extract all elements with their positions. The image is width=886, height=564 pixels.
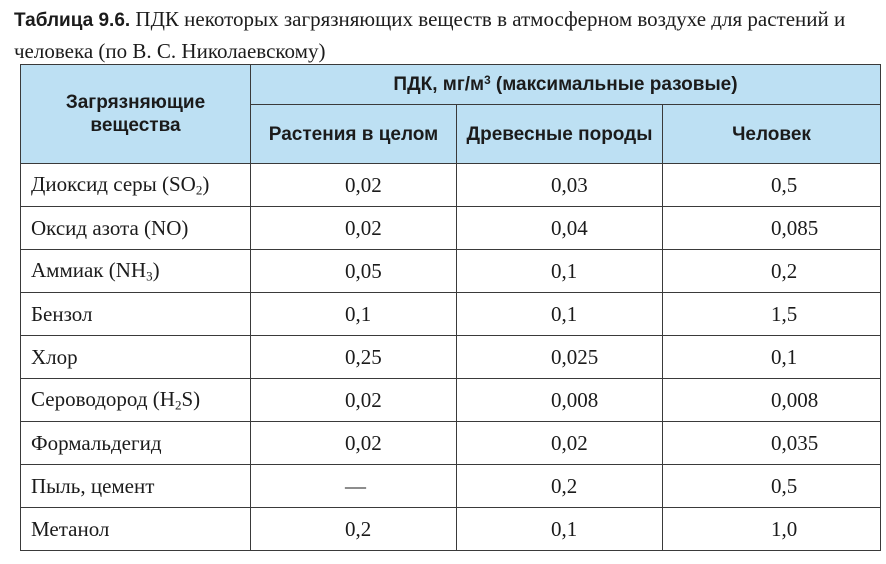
caption-text: ПДК некоторых загрязняющих веществ в атмосферном воздухе для растений и человека (по В. С. Николаевскому) (14, 7, 846, 63)
pdk-human-cell: 1,0 (663, 508, 881, 551)
pdk-human-cell: 0,1 (663, 336, 881, 379)
caption-label: Таблица 9.6. (14, 10, 131, 31)
pdk-human-cell: 0,035 (663, 422, 881, 465)
pollutant-name-text: Метанол (31, 516, 110, 541)
table-row (21, 207, 881, 250)
pollutant-name-suffix: ) (152, 257, 160, 282)
table-row (21, 336, 881, 379)
formula-subscript: 2 (195, 182, 203, 198)
pollutant-name (21, 207, 251, 250)
pollutant-name (21, 293, 251, 336)
table-caption (14, 4, 880, 67)
pollutant-name (21, 379, 251, 422)
table-row (21, 465, 881, 508)
pdk-table (20, 64, 881, 551)
header-pdk-prefix: ПДК, мг/м (393, 74, 485, 95)
pdk-human-cell: 0,2 (663, 250, 881, 293)
pollutant-name (21, 336, 251, 379)
pdk-plants-cell: 0,02 (251, 207, 457, 250)
pdk-trees-cell: 0,1 (457, 250, 663, 293)
pdk-trees-cell: 0,04 (457, 207, 663, 250)
pollutant-name-text: Хлор (31, 344, 78, 369)
header-pollutants: Загрязняющие вещества (21, 65, 251, 164)
header-pdk-suffix: (максимальные разовые) (490, 74, 738, 95)
pollutant-name-text: Диоксид серы (SO (31, 171, 196, 196)
pdk-plants-cell: 0,2 (251, 508, 457, 551)
pdk-human-cell: 0,5 (663, 164, 881, 207)
pollutant-name (21, 465, 251, 508)
table-row (21, 293, 881, 336)
table-row (21, 250, 881, 293)
header-pdk-group (251, 65, 881, 105)
pollutant-name-suffix: S) (181, 386, 201, 411)
pollutant-name-suffix: ) (202, 171, 210, 196)
pdk-trees-cell: 0,03 (457, 164, 663, 207)
pollutant-name (21, 250, 251, 293)
header-human: Человек (663, 105, 881, 164)
pdk-human-cell: 0,008 (663, 379, 881, 422)
pollutant-name-text: Аммиак (NH (31, 257, 147, 282)
table-body (21, 164, 881, 551)
pdk-plants-cell: 0,02 (251, 379, 457, 422)
pdk-plants-cell: 0,02 (251, 164, 457, 207)
pdk-plants-cell: 0,05 (251, 250, 457, 293)
pollutant-name-text: Бензол (31, 301, 93, 326)
pollutant-name (21, 164, 251, 207)
pdk-plants-cell: — (251, 465, 457, 508)
pollutant-name (21, 508, 251, 551)
table-row (21, 164, 881, 207)
header-pdk-sup: 3 (484, 74, 491, 88)
pollutant-name-text: Пыль, цемент (31, 473, 155, 498)
pollutant-name-text: Формальдегид (31, 430, 162, 455)
formula-subscript: 3 (146, 268, 153, 284)
pdk-human-cell: 0,5 (663, 465, 881, 508)
pdk-plants-cell: 0,02 (251, 422, 457, 465)
pdk-plants-cell: 0,1 (251, 293, 457, 336)
header-plants: Растения в целом (251, 105, 457, 164)
table-row (21, 379, 881, 422)
pollutant-name (21, 422, 251, 465)
pdk-trees-cell: 0,1 (457, 508, 663, 551)
formula-subscript: 2 (174, 397, 182, 413)
pollutant-name-text: Сероводород (H (31, 386, 175, 411)
header-trees: Древесные породы (457, 105, 663, 164)
pdk-human-cell: 1,5 (663, 293, 881, 336)
pdk-human-cell: 0,085 (663, 207, 881, 250)
table-header (21, 65, 881, 164)
pdk-trees-cell: 0,1 (457, 293, 663, 336)
pdk-trees-cell: 0,02 (457, 422, 663, 465)
pdk-plants-cell: 0,25 (251, 336, 457, 379)
pdk-trees-cell: 0,2 (457, 465, 663, 508)
pdk-trees-cell: 0,025 (457, 336, 663, 379)
table-row (21, 422, 881, 465)
table-row (21, 508, 881, 551)
pdk-trees-cell: 0,008 (457, 379, 663, 422)
pollutant-name-text: Оксид азота (NO) (31, 215, 189, 240)
